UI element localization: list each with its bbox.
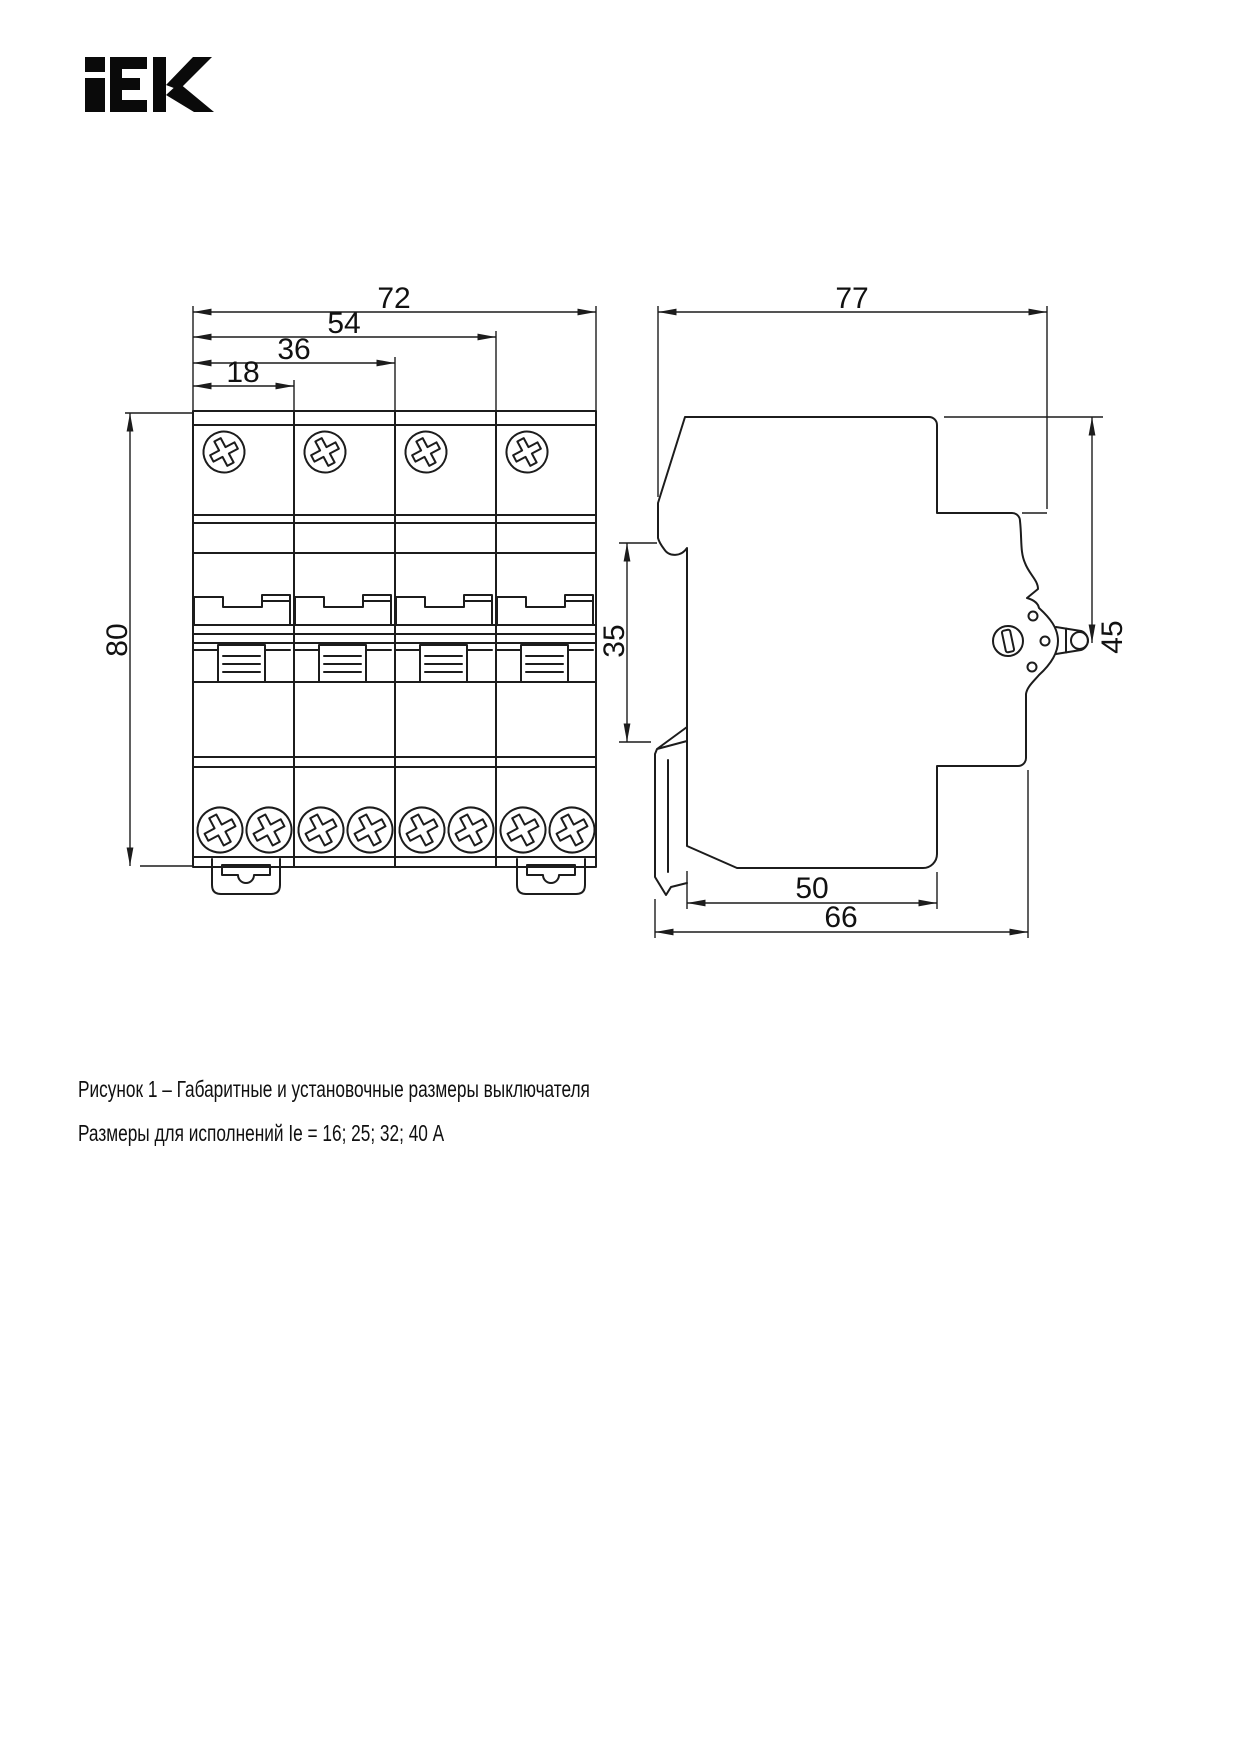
dim-label-66: 66 [824, 901, 858, 934]
dim-label-77: 77 [835, 282, 869, 315]
case-screw-icon [993, 626, 1023, 656]
dim-label-72: 72 [377, 282, 411, 315]
dim-label-54: 54 [327, 307, 361, 340]
dim-label-45: 45 [1096, 620, 1129, 654]
rivet-icons [1028, 612, 1050, 672]
iek-logo [85, 57, 214, 112]
dim-label-80: 80 [101, 623, 134, 657]
figure-caption [78, 1076, 761, 1164]
caption-line-1: Рисунок 1 – Габаритные и установочные размеры выключателя [78, 1076, 590, 1102]
dim-label-36: 36 [277, 333, 311, 366]
din-clip [517, 859, 585, 894]
din-clip [212, 859, 280, 894]
toggle-lever [1056, 627, 1088, 654]
caption-line-2: Размеры для исполнений Ie = 16; 25; 32; 40 А [78, 1120, 445, 1146]
dim-label-18: 18 [226, 356, 260, 389]
front-view-drawing [101, 282, 602, 894]
din-clip-side [655, 727, 687, 895]
dim-label-35: 35 [598, 624, 631, 658]
dim-label-50: 50 [795, 872, 829, 905]
side-view-drawing [598, 282, 1129, 938]
breaker-body-side [658, 417, 1058, 868]
